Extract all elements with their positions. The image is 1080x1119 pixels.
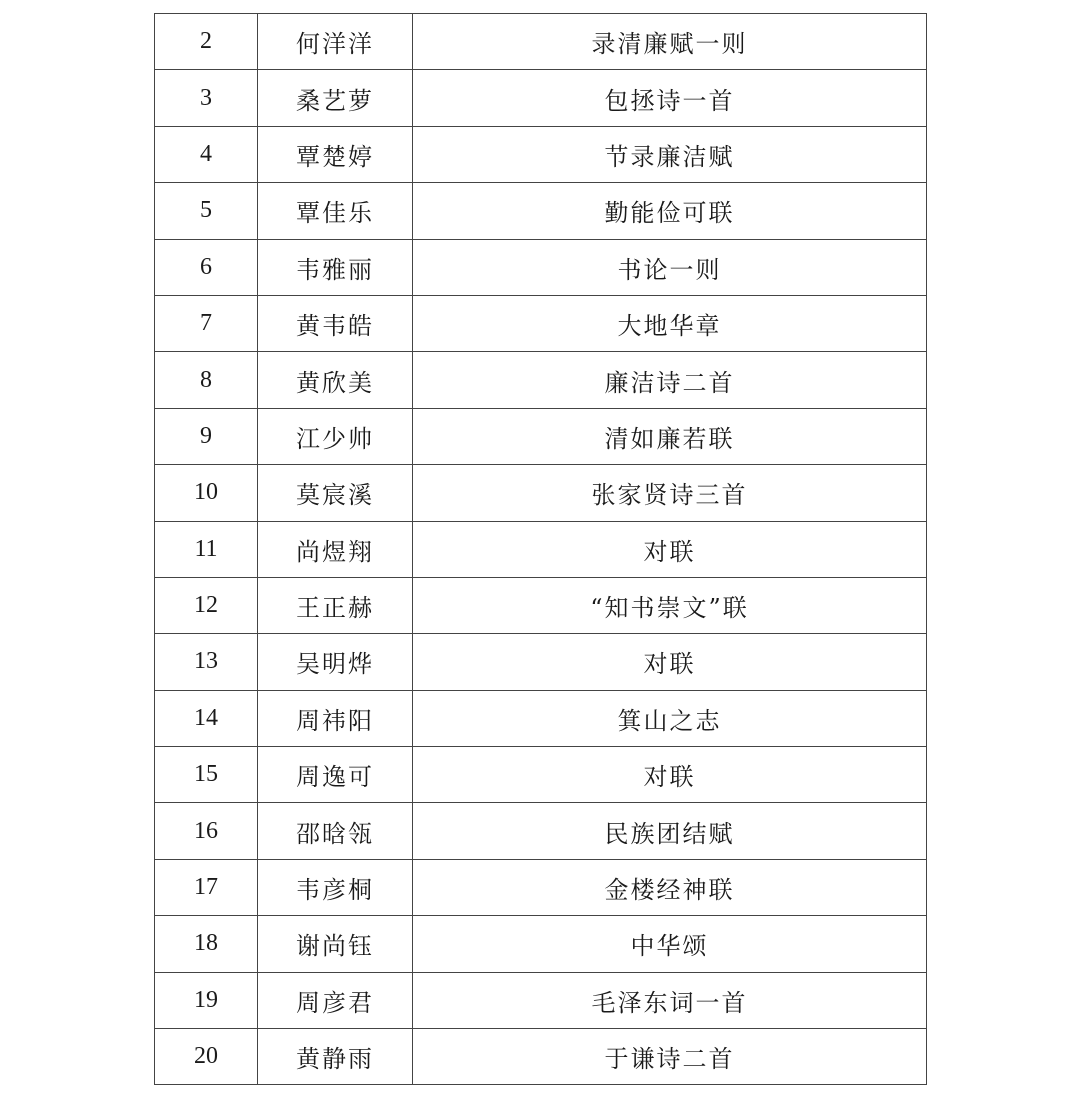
table-row	[155, 465, 927, 521]
table-row	[155, 183, 927, 239]
student-name-cell: 王正赫	[258, 577, 413, 633]
work-title-cell: 毛泽东词一首	[413, 972, 927, 1028]
work-title-cell: 廉洁诗二首	[413, 352, 927, 408]
row-number-cell: 20	[155, 1029, 258, 1085]
table-row	[155, 521, 927, 577]
student-name-cell: 周彦君	[258, 972, 413, 1028]
table-row	[155, 690, 927, 746]
table-row	[155, 859, 927, 915]
table-row	[155, 295, 927, 351]
row-number-cell: 7	[155, 295, 258, 351]
student-name-cell: 覃楚婷	[258, 126, 413, 182]
student-name-cell: 邵晗瓴	[258, 803, 413, 859]
row-number-cell: 8	[155, 352, 258, 408]
student-name-cell: 黄欣美	[258, 352, 413, 408]
table-row	[155, 352, 927, 408]
table-row	[155, 70, 927, 126]
work-title-cell: 包拯诗一首	[413, 70, 927, 126]
table-row	[155, 126, 927, 182]
student-name-cell: 吴明烨	[258, 634, 413, 690]
student-name-cell: 韦彦桐	[258, 859, 413, 915]
row-number-cell: 19	[155, 972, 258, 1028]
row-number-cell: 5	[155, 183, 258, 239]
table-row	[155, 972, 927, 1028]
student-name-cell: 周祎阳	[258, 690, 413, 746]
work-title-cell: “知书崇文”联	[413, 577, 927, 633]
table-body	[155, 14, 927, 1085]
table-row	[155, 916, 927, 972]
work-title-cell: 对联	[413, 747, 927, 803]
row-number-cell: 11	[155, 521, 258, 577]
work-title-cell: 对联	[413, 634, 927, 690]
work-title-cell: 于谦诗二首	[413, 1029, 927, 1085]
table-row	[155, 747, 927, 803]
row-number-cell: 10	[155, 465, 258, 521]
row-number-cell: 6	[155, 239, 258, 295]
table-row	[155, 803, 927, 859]
row-number-cell: 12	[155, 577, 258, 633]
row-number-cell: 13	[155, 634, 258, 690]
table-row	[155, 1029, 927, 1085]
row-number-cell: 14	[155, 690, 258, 746]
work-title-cell: 节录廉洁赋	[413, 126, 927, 182]
table-row	[155, 408, 927, 464]
student-name-cell: 周逸可	[258, 747, 413, 803]
work-title-cell: 清如廉若联	[413, 408, 927, 464]
work-title-cell: 金楼经神联	[413, 859, 927, 915]
student-name-cell: 何洋洋	[258, 14, 413, 70]
row-number-cell: 16	[155, 803, 258, 859]
award-list-table	[154, 13, 927, 1085]
student-name-cell: 尚煜翔	[258, 521, 413, 577]
row-number-cell: 3	[155, 70, 258, 126]
table-row	[155, 634, 927, 690]
row-number-cell: 15	[155, 747, 258, 803]
work-title-cell: 张家贤诗三首	[413, 465, 927, 521]
work-title-cell: 勤能俭可联	[413, 183, 927, 239]
student-name-cell: 韦雅丽	[258, 239, 413, 295]
work-title-cell: 对联	[413, 521, 927, 577]
work-title-cell: 民族团结赋	[413, 803, 927, 859]
student-name-cell: 黄韦皓	[258, 295, 413, 351]
student-name-cell: 莫宸溪	[258, 465, 413, 521]
row-number-cell: 18	[155, 916, 258, 972]
row-number-cell: 2	[155, 14, 258, 70]
work-title-cell: 箕山之志	[413, 690, 927, 746]
table-row	[155, 239, 927, 295]
student-name-cell: 江少帅	[258, 408, 413, 464]
work-title-cell: 大地华章	[413, 295, 927, 351]
table-row	[155, 14, 927, 70]
student-name-cell: 谢尚钰	[258, 916, 413, 972]
student-name-cell: 桑艺萝	[258, 70, 413, 126]
table-row	[155, 577, 927, 633]
row-number-cell: 4	[155, 126, 258, 182]
work-title-cell: 书论一则	[413, 239, 927, 295]
work-title-cell: 中华颂	[413, 916, 927, 972]
row-number-cell: 9	[155, 408, 258, 464]
work-title-cell: 录清廉赋一则	[413, 14, 927, 70]
row-number-cell: 17	[155, 859, 258, 915]
student-name-cell: 黄静雨	[258, 1029, 413, 1085]
student-name-cell: 覃佳乐	[258, 183, 413, 239]
